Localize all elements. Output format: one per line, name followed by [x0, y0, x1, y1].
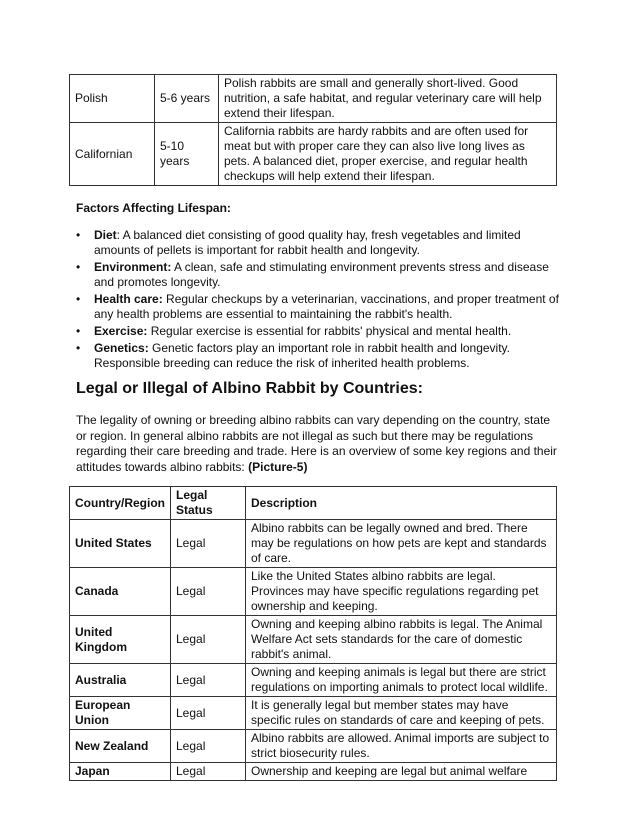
- description-cell: California rabbits are hardy rabbits and are often used for meat but with proper care they can also live long lives as pets. A balanced diet, proper exercise, and regular health checkups will help extend their lifespan.: [219, 123, 557, 186]
- bullet-icon: •: [76, 324, 81, 338]
- description-cell: Like the United States albino rabbits are legal. Provinces may have specific regulations regarding pet ownership and keeping.: [246, 568, 557, 616]
- factor-text: : A balanced diet consisting of good quality hay, fresh vegetables and limited amounts of pellets is important for rabbit health and longevity.: [94, 228, 521, 257]
- table-row: [70, 75, 557, 123]
- breed-cell: Californian: [70, 123, 155, 186]
- intro-text: The legality of owning or breeding albino rabbits can vary depending on the country, state or region. In general albino rabbits are not illegal as such but there may be regulations regarding their care breeding and trade. Here is an overview of some key regions and their attitudes towards albino rabbits:: [76, 413, 557, 474]
- country-cell: United Kingdom: [70, 616, 171, 664]
- picture-reference: (Picture-5): [248, 459, 308, 474]
- table-row: [70, 763, 557, 781]
- description-cell: It is generally legal but member states may have specific rules on standards of care and keeping of pets.: [246, 697, 557, 730]
- description-cell: Polish rabbits are small and generally short-lived. Good nutrition, a safe habitat, and regular veterinary care will help extend their lifespan.: [219, 75, 557, 123]
- factor-text: A clean, safe and stimulating environment prevents stress and disease and promotes longevity.: [94, 260, 549, 289]
- column-header-country: Country/Region: [70, 487, 171, 520]
- description-cell: Albino rabbits can be legally owned and bred. There may be regulations on how pets are kept and standards of care.: [246, 520, 557, 568]
- status-cell: Legal: [171, 520, 246, 568]
- factor-text: Regular exercise is essential for rabbits' physical and mental health.: [147, 324, 512, 338]
- list-item: [76, 260, 561, 290]
- status-cell: Legal: [171, 763, 246, 781]
- country-cell: New Zealand: [70, 730, 171, 763]
- factor-label: Exercise:: [94, 324, 148, 338]
- factor-text: Genetic factors play an important role in rabbit health and longevity. Responsible breeding can reduce the risk of inherited health problems.: [94, 341, 510, 370]
- description-cell: Owning and keeping albino rabbits is legal. The Animal Welfare Act sets standards for the care of domestic rabbit's animal.: [246, 616, 557, 664]
- status-cell: Legal: [171, 730, 246, 763]
- factors-list: [76, 228, 561, 373]
- table-row: [70, 697, 557, 730]
- country-cell: European Union: [70, 697, 171, 730]
- table-header-row: [70, 487, 557, 520]
- country-cell: Australia: [70, 664, 171, 697]
- bullet-icon: •: [76, 341, 81, 355]
- table-row: [70, 568, 557, 616]
- table-row: [70, 616, 557, 664]
- table-row: [70, 664, 557, 697]
- country-cell: United States: [70, 520, 171, 568]
- legal-status-table: [69, 486, 557, 781]
- years-cell: 5-10 years: [155, 123, 219, 186]
- factors-heading: Factors Affecting Lifespan:: [76, 201, 231, 215]
- factor-label: Genetics:: [94, 341, 149, 355]
- table-row: [70, 520, 557, 568]
- years-cell: 5-6 years: [155, 75, 219, 123]
- bullet-icon: •: [76, 260, 81, 274]
- table-row: [70, 123, 557, 186]
- lifespan-table: [69, 74, 557, 186]
- section-title: Legal or Illegal of Albino Rabbit by Countries:: [76, 380, 423, 397]
- country-cell: Japan: [70, 763, 171, 781]
- table-row: [70, 730, 557, 763]
- description-cell: Ownership and keeping are legal but animal welfare: [246, 763, 557, 781]
- list-item: [76, 324, 561, 339]
- description-cell: Owning and keeping animals is legal but there are strict regulations on importing animals to protect local wildlife.: [246, 664, 557, 697]
- column-header-description: Description: [246, 487, 557, 520]
- intro-paragraph: [76, 413, 561, 475]
- bullet-icon: •: [76, 292, 81, 306]
- status-cell: Legal: [171, 697, 246, 730]
- factor-label: Environment:: [94, 260, 172, 274]
- country-cell: Canada: [70, 568, 171, 616]
- list-item: [76, 341, 561, 371]
- list-item: [76, 292, 561, 322]
- description-cell: Albino rabbits are allowed. Animal imports are subject to strict biosecurity rules.: [246, 730, 557, 763]
- list-item: [76, 228, 561, 258]
- column-header-status: Legal Status: [171, 487, 246, 520]
- factor-text: Regular checkups by a veterinarian, vaccinations, and proper treatment of any health problems are essential to maintaining the rabbit's health.: [94, 292, 559, 321]
- breed-cell: Polish: [70, 75, 155, 123]
- factor-label: Health care:: [94, 292, 163, 306]
- status-cell: Legal: [171, 616, 246, 664]
- status-cell: Legal: [171, 664, 246, 697]
- bullet-icon: •: [76, 228, 81, 242]
- factor-label: Diet: [94, 228, 117, 242]
- status-cell: Legal: [171, 568, 246, 616]
